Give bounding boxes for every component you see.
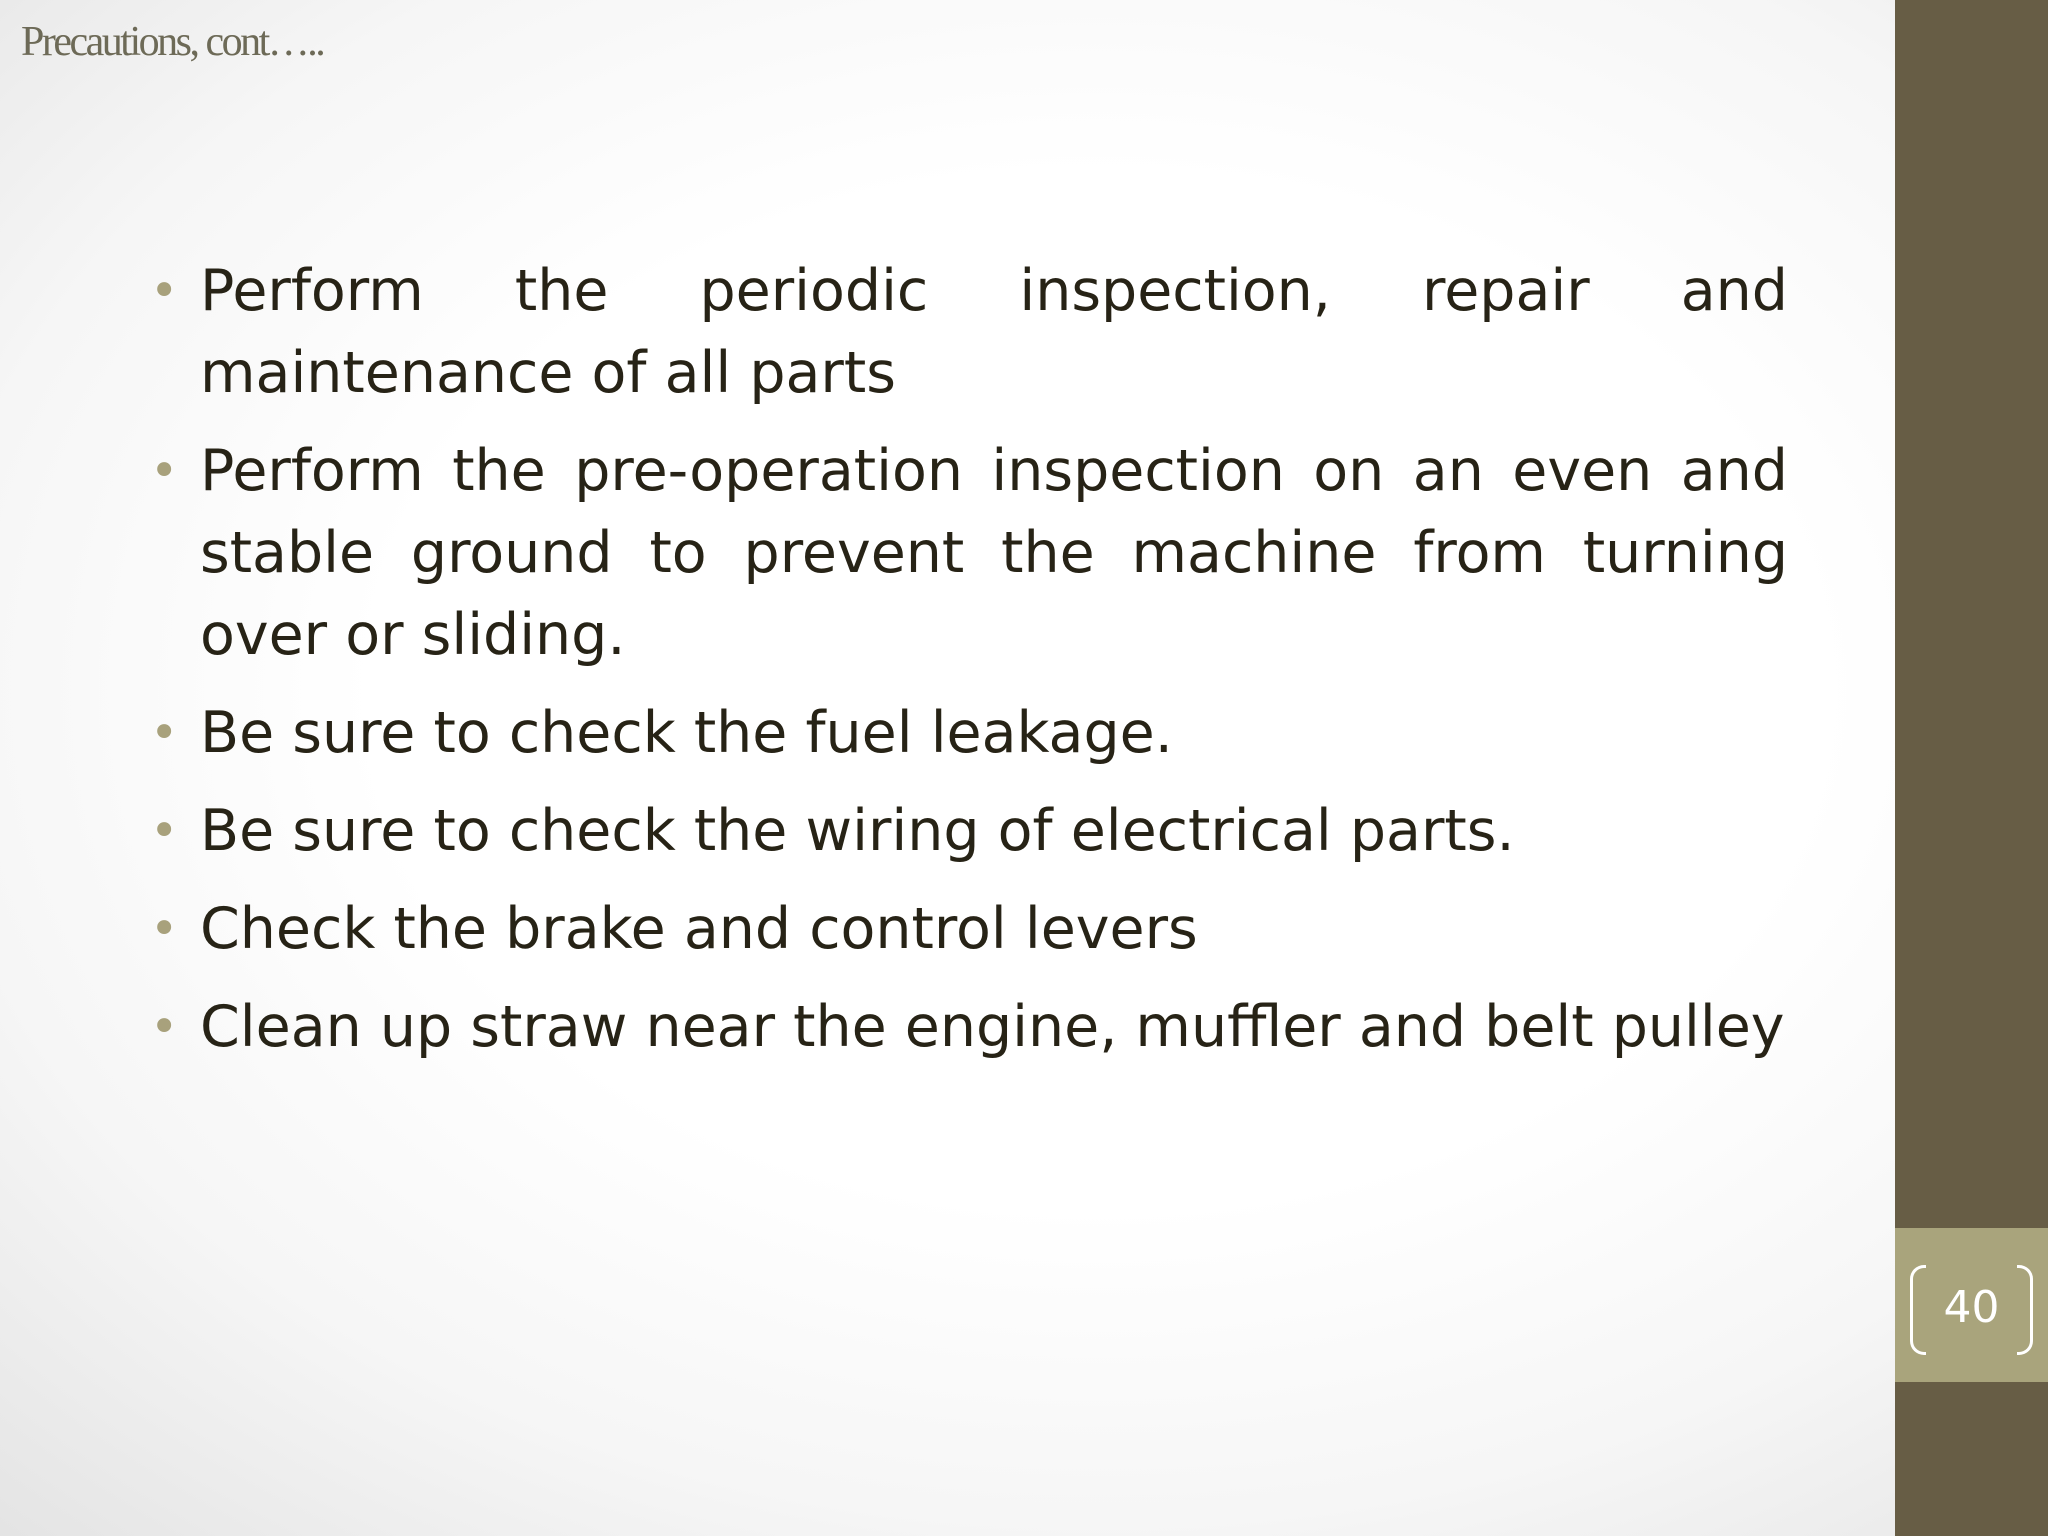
bullet-text: Clean up straw near the engine, muffler and belt pulley xyxy=(200,994,1785,1060)
bullet-item xyxy=(148,692,1788,774)
bullet-dot-icon: • xyxy=(150,803,179,859)
bullet-list xyxy=(148,250,1788,1084)
bullet-text: Be sure to check the wiring of electrical parts. xyxy=(200,798,1515,864)
page-number: 40 xyxy=(1943,1282,2000,1333)
bullet-text: Be sure to check the fuel leakage. xyxy=(200,700,1173,766)
bullet-dot-icon: • xyxy=(150,999,179,1055)
page-number-box xyxy=(1895,1228,2048,1382)
bullet-text: Perform the periodic inspection, repair and maintenance of all parts xyxy=(200,258,1788,406)
bullet-item xyxy=(148,888,1788,970)
side-bar xyxy=(1895,0,2048,1536)
bullet-text: Check the brake and control levers xyxy=(200,896,1198,962)
bullet-dot-icon: • xyxy=(150,901,179,957)
bullet-text: Perform the pre-operation inspection on an even and stable ground to prevent the machine from turning over or sliding. xyxy=(200,438,1788,668)
bullet-item xyxy=(148,430,1788,676)
bullet-dot-icon: • xyxy=(150,443,179,499)
bullet-dot-icon: • xyxy=(150,263,179,319)
bullet-item xyxy=(148,250,1788,414)
bullet-dot-icon: • xyxy=(150,705,179,761)
slide-title: Precautions, cont….. xyxy=(21,19,324,65)
bullet-item xyxy=(148,790,1788,872)
bullet-item xyxy=(148,986,1788,1068)
